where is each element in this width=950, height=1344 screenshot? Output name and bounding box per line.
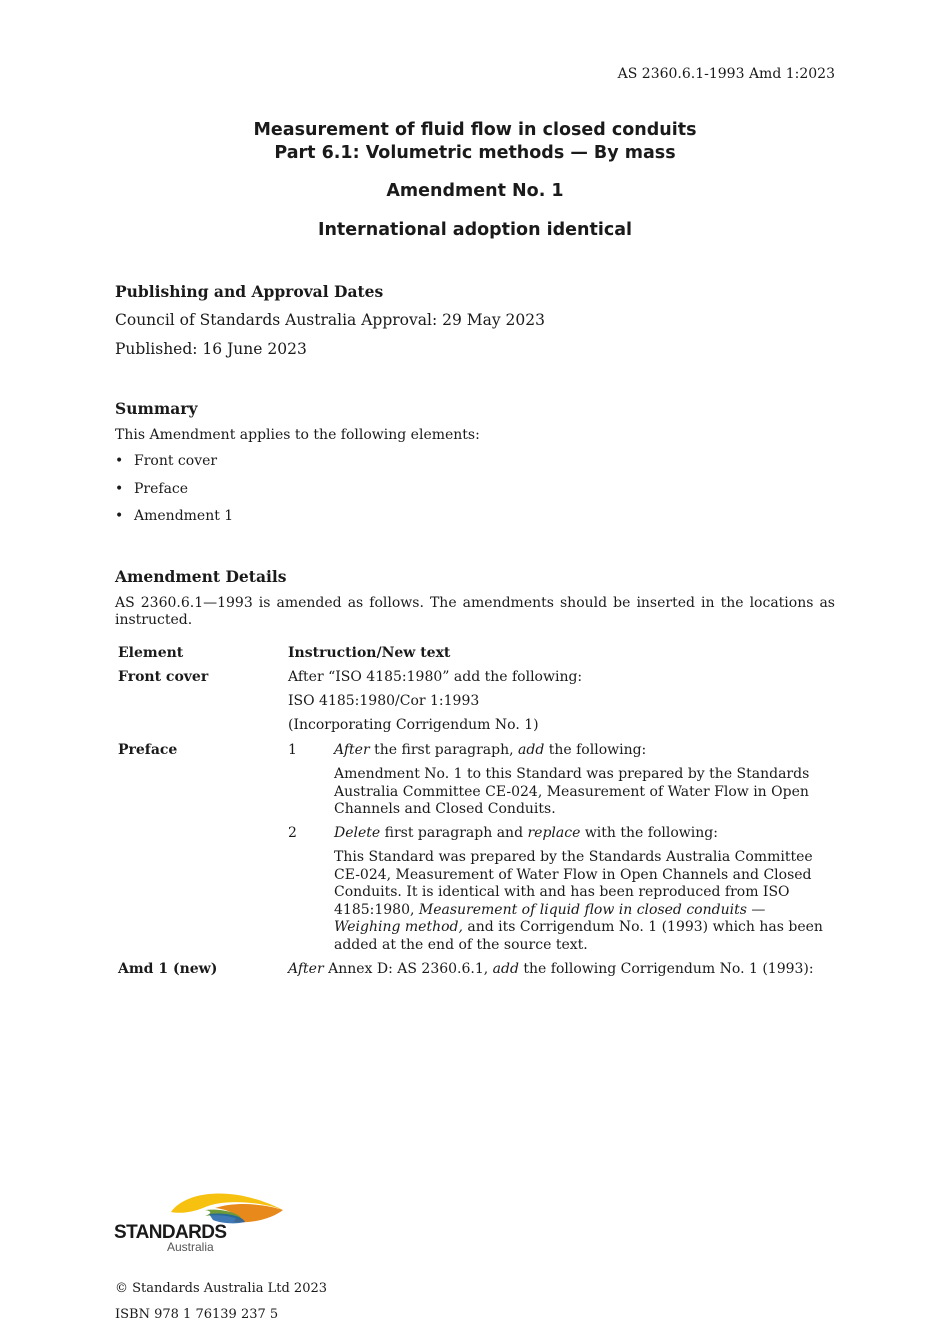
document-title	[0, 119, 950, 165]
column-header-element: Element	[118, 645, 184, 661]
preface-item-1-instruction: After the first paragraph, add the following:	[334, 742, 647, 758]
logo-subtext: Australia	[167, 1240, 214, 1254]
list-item: • Amendment 1	[115, 508, 233, 536]
standards-australia-logo	[113, 1186, 288, 1254]
copyright: © Standards Australia Ltd 2023	[115, 1281, 328, 1296]
details-intro: AS 2360.6.1—1993 is amended as follows. The amendments should be inserted in the locations as instructed.	[115, 595, 835, 628]
amd-1-instruction: After Annex D: AS 2360.6.1, add the following Corrigendum No. 1 (1993):	[288, 961, 814, 977]
adoption-status: International adoption identical	[317, 220, 633, 240]
front-cover-note: (Incorporating Corrigendum No. 1)	[288, 717, 539, 733]
logo-wordmark: STANDARDS	[114, 1222, 227, 1243]
element-amd-1: Amd 1 (new)	[118, 961, 218, 977]
amendment-number: Amendment No. 1	[386, 181, 564, 201]
dates-heading: Publishing and Approval Dates	[115, 282, 384, 301]
list-item: • Preface	[115, 481, 233, 509]
element-front-cover: Front cover	[118, 669, 209, 685]
summary-list	[115, 453, 233, 536]
preface-item-2-number: 2	[288, 825, 297, 841]
preface-item-1-number: 1	[288, 742, 297, 758]
preface-item-2-instruction: Delete first paragraph and replace with the following:	[334, 825, 718, 841]
summary-intro: This Amendment applies to the following elements:	[115, 427, 480, 443]
document-id: AS 2360.6.1-1993 Amd 1:2023	[617, 66, 835, 82]
front-cover-designation: ISO 4185:1980/Cor 1:1993	[288, 693, 480, 709]
title-line-1: Measurement of fluid flow in closed conduits	[253, 120, 697, 140]
element-preface: Preface	[118, 742, 178, 758]
list-item: • Front cover	[115, 453, 233, 481]
preface-item-2-text: This Standard was prepared by the Standards Australia Committee CE-024, Measurement of Water Flow in Open Channels and Closed Conduits. It is identical with and has been reproduced from ISO 4185:1980, Measurement of liquid flow in closed conduits — Weighing method, and its Corrigendum No. 1 (1993) which has been added at the end of the source text.	[334, 849, 823, 953]
published-date: Published: 16 June 2023	[115, 340, 307, 358]
summary-heading: Summary	[115, 399, 198, 418]
front-cover-instruction: After “ISO 4185:1980” add the following:	[288, 669, 583, 685]
column-header-instruction: Instruction/New text	[288, 645, 451, 661]
approval-date: Council of Standards Australia Approval: 29 May 2023	[115, 311, 545, 329]
title-line-2: Part 6.1: Volumetric methods — By mass	[274, 143, 676, 163]
preface-item-1-text: Amendment No. 1 to this Standard was prepared by the Standards Australia Committee CE-024, Measurement of Water Flow in Open Channels and Closed Conduits.	[334, 766, 810, 817]
isbn: ISBN 978 1 76139 237 5	[115, 1307, 279, 1322]
details-heading: Amendment Details	[115, 567, 287, 586]
